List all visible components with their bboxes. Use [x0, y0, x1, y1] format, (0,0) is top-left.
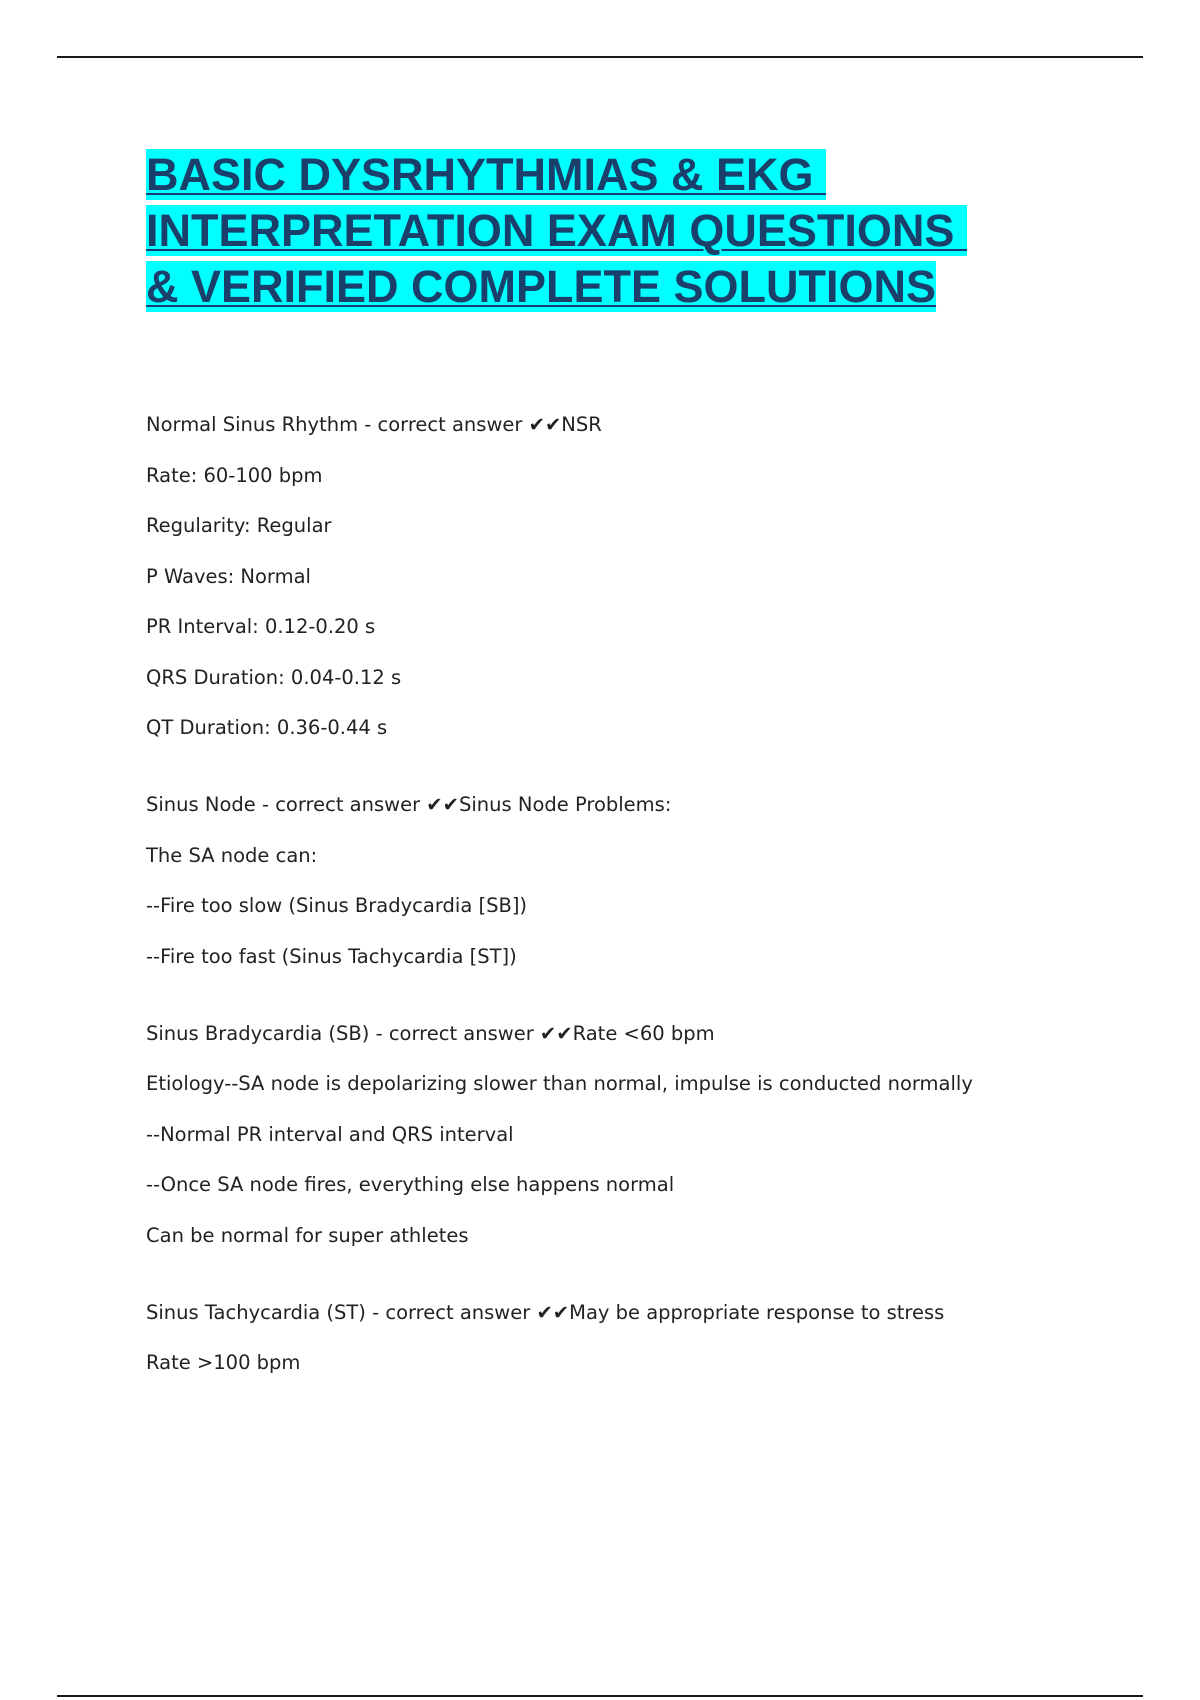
answer-line: Etiology--SA node is depolarizing slower than normal, impulse is conducted normally: [146, 1072, 973, 1095]
header-rule: [57, 56, 1143, 58]
answer-line: P Waves: Normal: [146, 564, 311, 588]
answer-line: The SA node can:: [146, 843, 318, 867]
document-body: [146, 412, 1106, 1427]
question-line: Sinus Tachycardia (ST) - correct answer ✔✔May be appropriate response to stress: [146, 1300, 945, 1324]
footer-rule: [57, 1695, 1143, 1697]
qa-normal-sinus-rhythm: [146, 412, 1106, 741]
question-line: Sinus Bradycardia (SB) - correct answer ✔✔Rate <60 bpm: [146, 1021, 715, 1045]
answer-line: --Normal PR interval and QRS interval: [146, 1122, 514, 1146]
answer-line: --Fire too slow (Sinus Bradycardia [SB]): [146, 894, 528, 917]
qa-sinus-bradycardia: [146, 1021, 1106, 1249]
qa-sinus-tachycardia: [146, 1300, 1106, 1377]
title-line-text: & VERIFIED COMPLETE SOLUTIONS: [146, 261, 937, 312]
answer-line: Rate >100 bpm: [146, 1351, 301, 1374]
answer-line: Regularity: Regular: [146, 514, 332, 537]
title-line: [146, 147, 1046, 203]
question-line: Normal Sinus Rhythm - correct answer ✔✔NSR: [146, 413, 602, 436]
title-line-text: INTERPRETATION EXAM QUESTIONS: [146, 205, 967, 256]
document-title: [146, 147, 1046, 315]
answer-line: QRS Duration: 0.04-0.12 s: [146, 665, 402, 689]
answer-line: Rate: 60-100 bpm: [146, 463, 323, 487]
title-line: [146, 259, 1046, 315]
answer-line: --Fire too fast (Sinus Tachycardia [ST]): [146, 944, 517, 968]
question-line: Sinus Node - correct answer ✔✔Sinus Node Problems:: [146, 793, 672, 816]
title-line-text: BASIC DYSRHYTHMIAS & EKG: [146, 149, 827, 200]
answer-line: PR Interval: 0.12-0.20 s: [146, 615, 376, 638]
title-line: [146, 203, 1046, 259]
answer-line: QT Duration: 0.36-0.44 s: [146, 716, 388, 739]
qa-sinus-node: [146, 792, 1106, 970]
answer-line: --Once SA node fires, everything else happens normal: [146, 1173, 675, 1196]
answer-line: Can be normal for super athletes: [146, 1223, 469, 1247]
